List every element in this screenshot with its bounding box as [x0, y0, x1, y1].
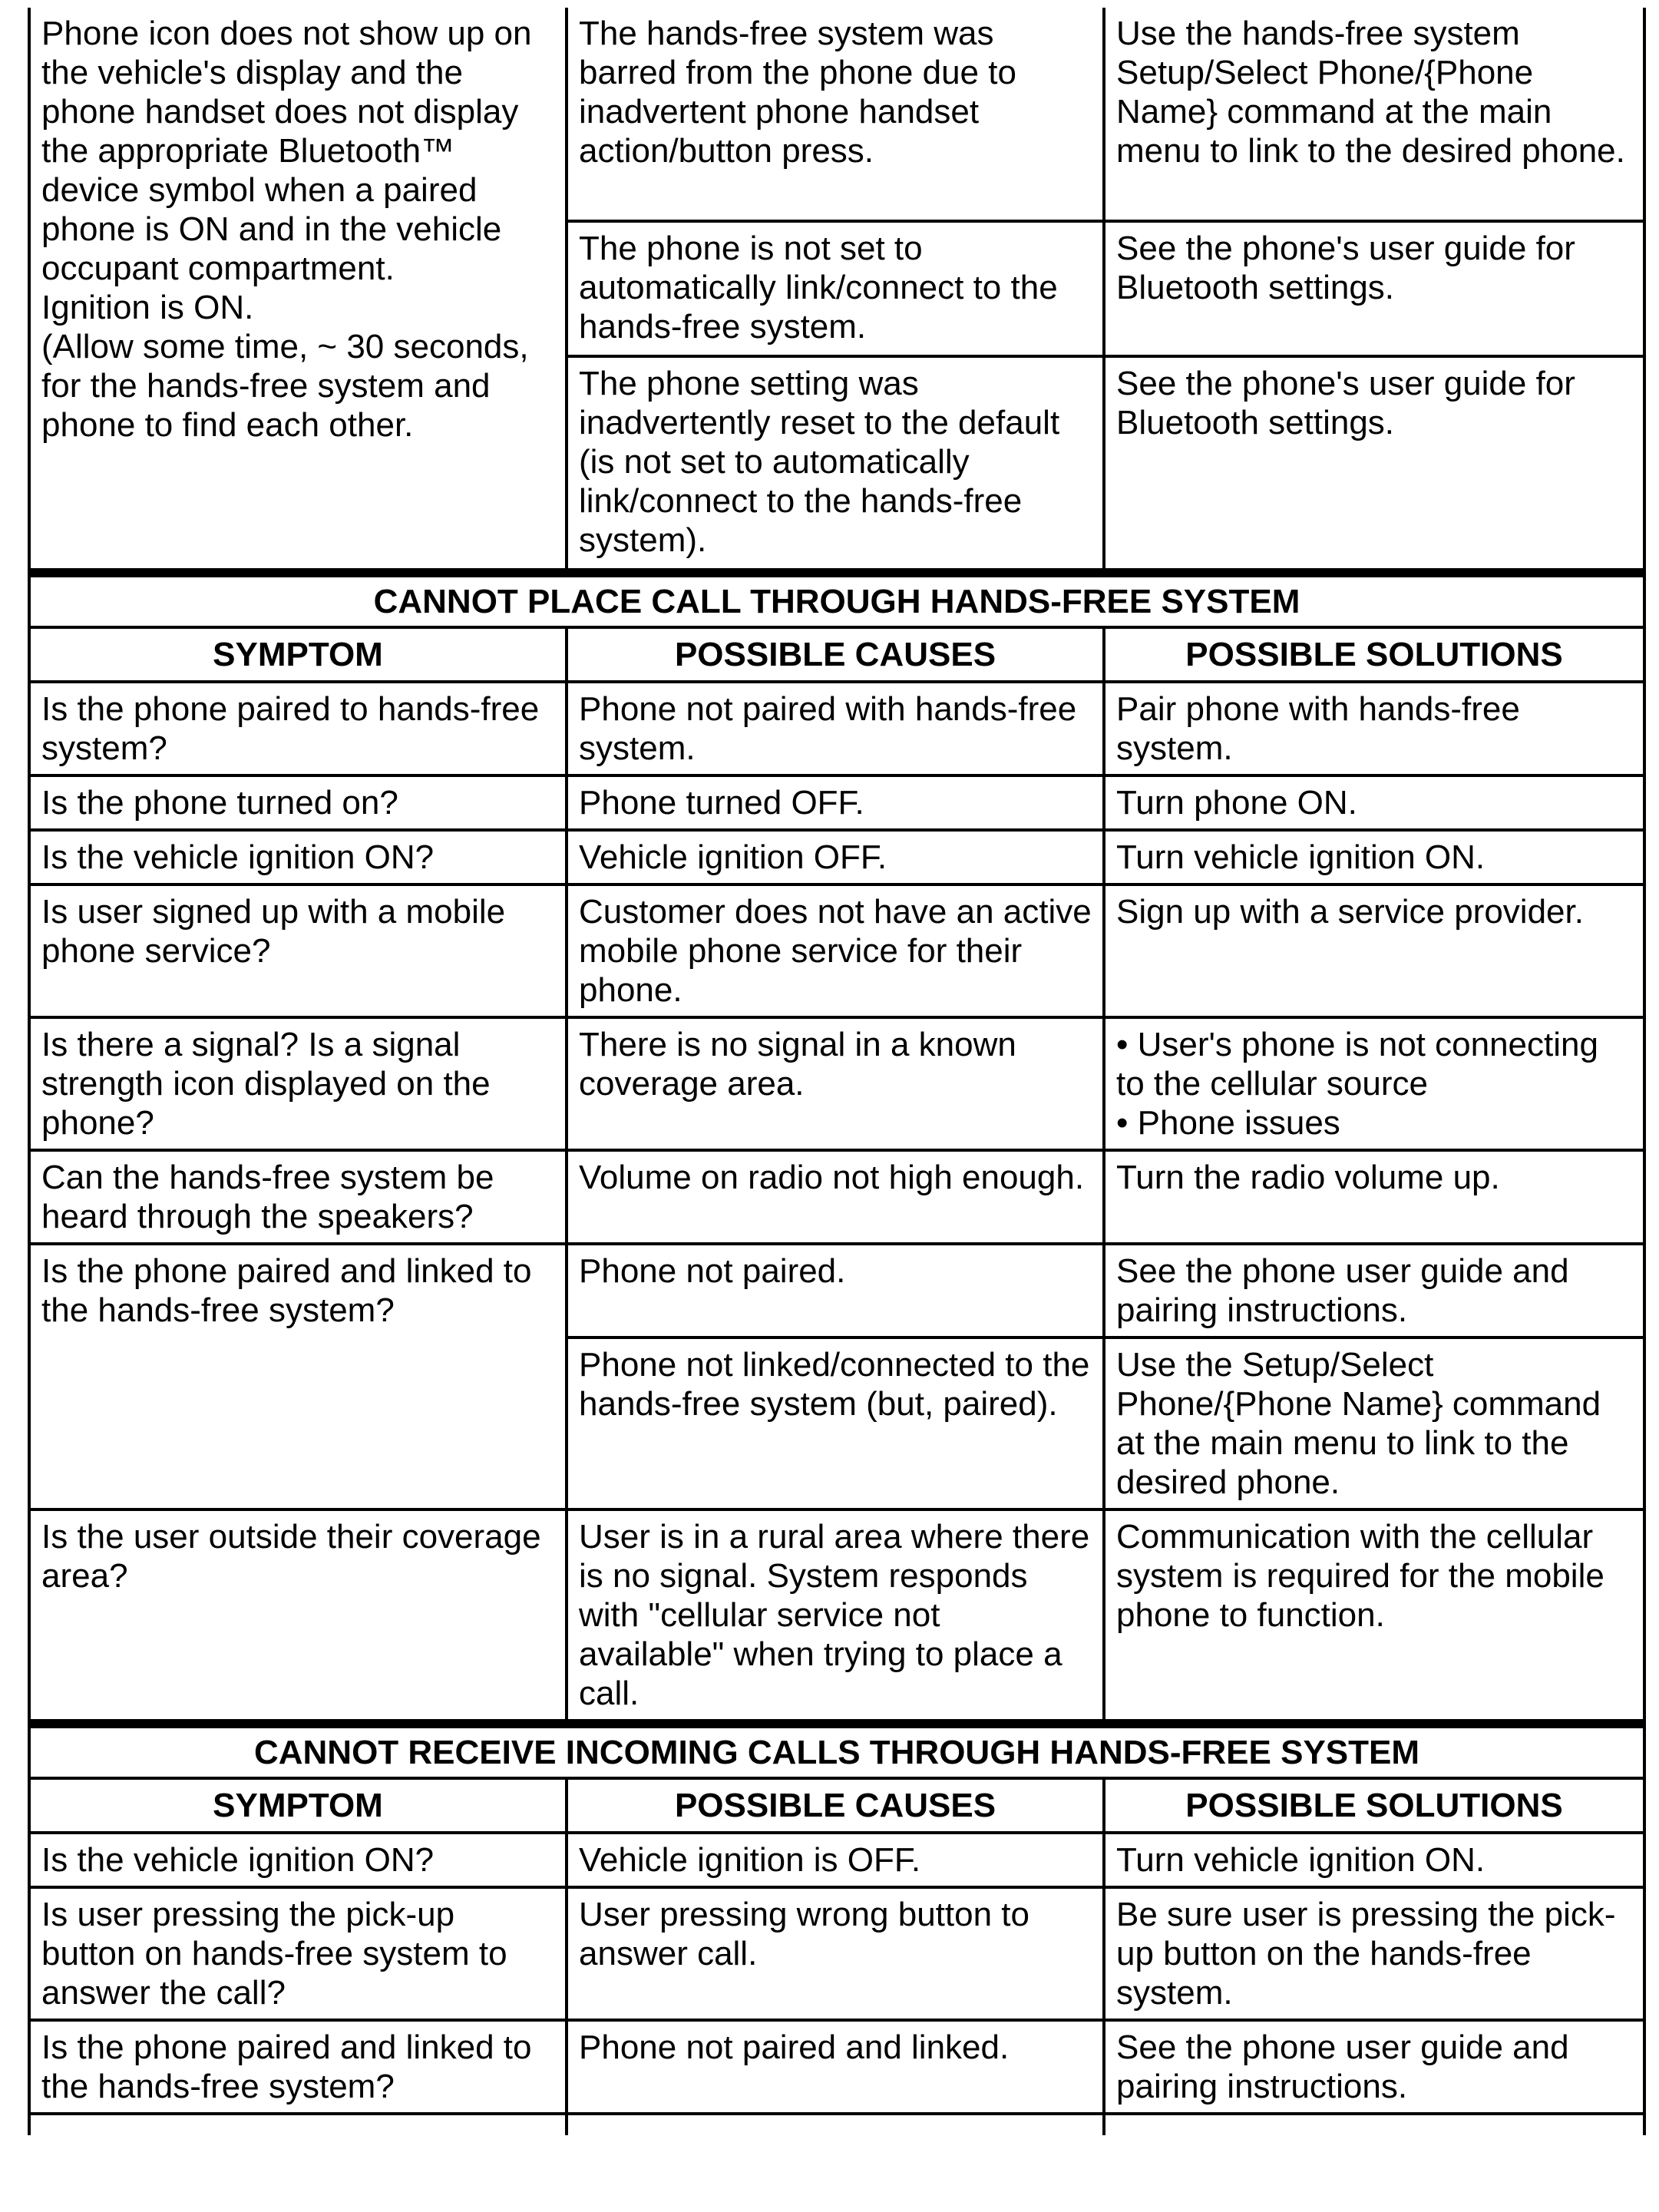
symptom-cell: Is user pressing the pick-up button on hands-free system to answer the call?	[29, 1887, 567, 2020]
symptom-cell: Is the phone paired to hands-free system?	[29, 682, 567, 775]
table-row	[29, 775, 1644, 830]
solution-cell: Turn phone ON.	[1104, 775, 1644, 830]
solution-bullet: • User's phone is not connecting to the cellular source	[1116, 1026, 1598, 1103]
header-row	[29, 627, 1644, 682]
cause-cell: User is in a rural area where there is no signal. System responds with "cellular service not available" when trying to place a call.	[567, 1509, 1104, 1724]
cause-cell: Phone not paired and linked.	[567, 2020, 1104, 2114]
header-causes: POSSIBLE CAUSES	[567, 1778, 1104, 1833]
table-row	[29, 1150, 1644, 1244]
header-causes: POSSIBLE CAUSES	[567, 627, 1104, 682]
header-solutions: POSSIBLE SOLUTIONS	[1104, 1778, 1644, 1833]
symptom-cell: Is the phone paired and linked to the hands-free system?	[29, 2020, 567, 2114]
table-row	[29, 2020, 1644, 2114]
cause-cell: Vehicle ignition is OFF.	[567, 1833, 1104, 1887]
cause-cell: User pressing wrong button to answer call.	[567, 1887, 1104, 2020]
table-row	[29, 1017, 1644, 1150]
symptom-cell: Is the user outside their coverage area?	[29, 1509, 567, 1724]
symptom-cell: Can the hands-free system be heard through the speakers?	[29, 1150, 567, 1244]
solution-cell: Pair phone with hands-free system.	[1104, 682, 1644, 775]
solution-cell	[1104, 1017, 1644, 1150]
solution-cell: Communication with the cellular system is required for the mobile phone to function.	[1104, 1509, 1644, 1724]
table-row	[29, 830, 1644, 884]
cause-cell: There is no signal in a known coverage area.	[567, 1017, 1104, 1150]
solution-bullet: • Phone issues	[1116, 1104, 1340, 1142]
solution-cell: Be sure user is pressing the pick-up button on the hands-free system.	[1104, 1887, 1644, 2020]
table-row	[29, 8, 1644, 221]
cause-cell: Volume on radio not high enough.	[567, 1150, 1104, 1244]
symptom-cell: Is user signed up with a mobile phone service?	[29, 884, 567, 1017]
section-title-row	[29, 573, 1644, 627]
table-row	[29, 1833, 1644, 1887]
table-row	[29, 682, 1644, 775]
symptom-cell: Phone icon does not show up on the vehicle's display and the phone handset does not display the appropriate Bluetooth™ device symbol when a paired phone is ON and in the vehicle occupant compartment. Ignition is ON. (Allow some time, ~ 30 seconds, for the hands-free system and phone to find each other.	[29, 8, 567, 573]
cause-cell: The phone is not set to automatically link/connect to the hands-free system.	[567, 221, 1104, 356]
symptom-cell: Is the phone turned on?	[29, 775, 567, 830]
table-row	[29, 884, 1644, 1017]
section-title: CANNOT RECEIVE INCOMING CALLS THROUGH HANDS-FREE SYSTEM	[29, 1724, 1644, 1778]
continuation-cell	[567, 2114, 1104, 2135]
solution-cell: See the phone user guide and pairing instructions.	[1104, 2020, 1644, 2114]
solution-cell: Use the hands-free system Setup/Select Phone/{Phone Name} command at the main menu to link to the desired phone.	[1104, 8, 1644, 221]
cause-cell: Phone not paired with hands-free system.	[567, 682, 1104, 775]
cause-cell: Phone turned OFF.	[567, 775, 1104, 830]
continuation-cell	[29, 2114, 567, 2135]
cause-cell: The phone setting was inadvertently reset to the default (is not set to automatically link/connect to the hands-free system).	[567, 356, 1104, 573]
solution-cell: Turn the radio volume up.	[1104, 1150, 1644, 1244]
section-title-row	[29, 1724, 1644, 1778]
troubleshooting-table	[28, 8, 1646, 2135]
cause-cell: Vehicle ignition OFF.	[567, 830, 1104, 884]
solution-cell: See the phone's user guide for Bluetooth settings.	[1104, 356, 1644, 573]
symptom-cell: Is there a signal? Is a signal strength icon displayed on the phone?	[29, 1017, 567, 1150]
solution-cell: Turn vehicle ignition ON.	[1104, 830, 1644, 884]
table-row	[29, 1887, 1644, 2020]
table-row	[29, 1244, 1644, 1337]
symptom-cell: Is the vehicle ignition ON?	[29, 830, 567, 884]
table-row	[29, 1509, 1644, 1724]
cause-cell: Phone not paired.	[567, 1244, 1104, 1337]
solution-cell: Turn vehicle ignition ON.	[1104, 1833, 1644, 1887]
section-title: CANNOT PLACE CALL THROUGH HANDS-FREE SYSTEM	[29, 573, 1644, 627]
solution-cell: Use the Setup/Select Phone/{Phone Name} command at the main menu to link to the desired phone.	[1104, 1337, 1644, 1509]
header-row	[29, 1778, 1644, 1833]
troubleshooting-page	[28, 8, 1643, 2135]
cause-cell: Customer does not have an active mobile phone service for their phone.	[567, 884, 1104, 1017]
cause-cell: Phone not linked/connected to the hands-free system (but, paired).	[567, 1337, 1104, 1509]
table-continuation-row	[29, 2114, 1644, 2135]
solution-cell: Sign up with a service provider.	[1104, 884, 1644, 1017]
symptom-cell: Is the vehicle ignition ON?	[29, 1833, 567, 1887]
cause-cell: The hands-free system was barred from the phone due to inadvertent phone handset action/button press.	[567, 8, 1104, 221]
symptom-cell: Is the phone paired and linked to the hands-free system?	[29, 1244, 567, 1509]
header-symptom: SYMPTOM	[29, 1778, 567, 1833]
header-symptom: SYMPTOM	[29, 627, 567, 682]
continuation-cell	[1104, 2114, 1644, 2135]
header-solutions: POSSIBLE SOLUTIONS	[1104, 627, 1644, 682]
solution-cell: See the phone user guide and pairing instructions.	[1104, 1244, 1644, 1337]
solution-cell: See the phone's user guide for Bluetooth settings.	[1104, 221, 1644, 356]
